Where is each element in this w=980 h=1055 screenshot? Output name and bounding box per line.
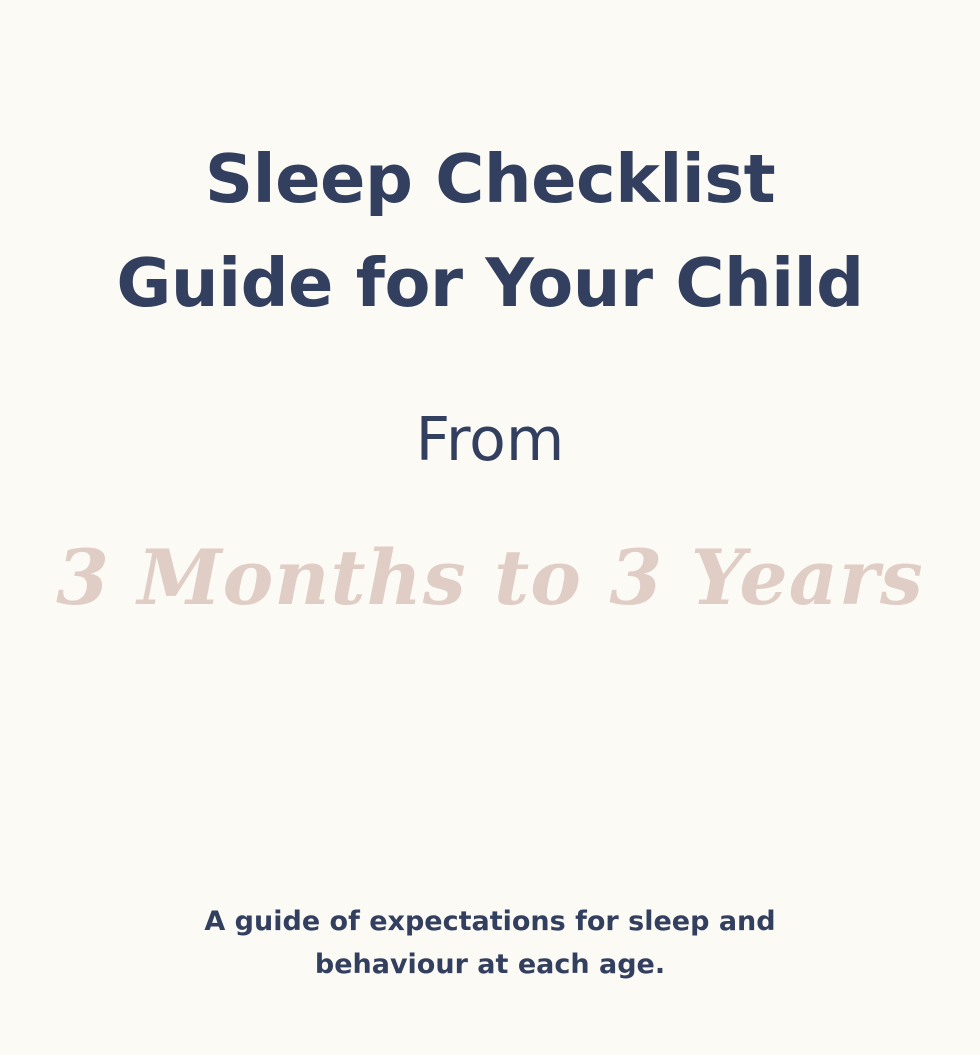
subtitle	[0, 900, 980, 986]
page-title-line-1: Sleep Checklist	[204, 140, 776, 218]
from-label: From	[415, 404, 565, 475]
subtitle-line-2: behaviour at each age.	[314, 949, 666, 981]
page-title	[80, 128, 900, 336]
subtitle-line-1: A guide of expectations for sleep and	[204, 906, 776, 937]
page-title-line-2: Guide for Your Child	[116, 243, 864, 322]
age-range-text: 3 Months to 3 Years	[56, 532, 924, 622]
